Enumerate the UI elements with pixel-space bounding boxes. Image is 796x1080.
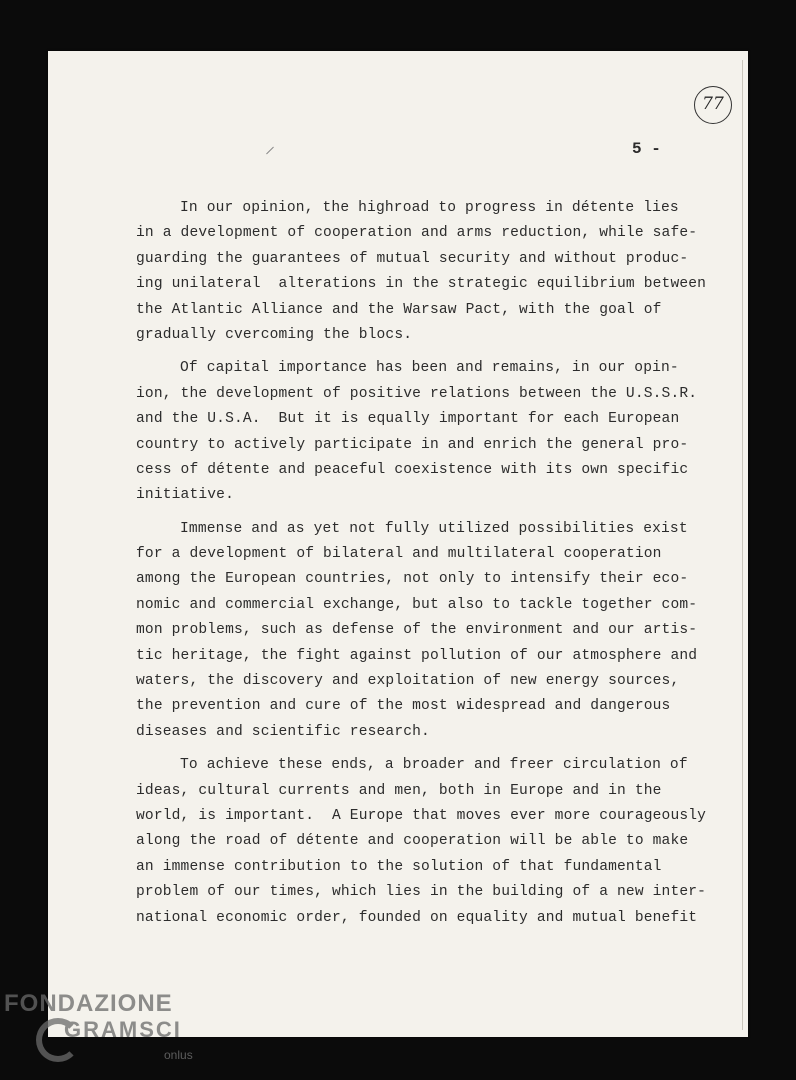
text-line: diseases and scientific research. [136,723,430,740]
typed-body-text [136,196,716,939]
paragraph-4 [136,753,716,931]
text-line: problem of our times, which lies in the building of a new inter- [136,884,707,901]
text-line: mon problems, such as defense of the environment and our artis- [136,622,698,639]
text-line: country to actively participate in and enrich the general pro- [136,436,689,453]
text-line: along the road of détente and cooperation will be able to make [136,833,689,850]
watermark-suffix: onlus [164,1048,193,1062]
text-line: among the European countries, not only to intensify their eco- [136,571,689,588]
text-line: the prevention and cure of the most widespread and dangerous [136,698,671,715]
text-line: the Atlantic Alliance and the Warsaw Pact, with the goal of [136,301,662,318]
text-line: In our opinion, the highroad to progress in détente lies [180,200,679,216]
text-line: nomic and commercial exchange, but also to tackle together com- [136,596,698,613]
watermark-line-1: FONDAZIONE [4,990,173,1017]
text-line: an immense contribution to the solution of that fundamental [136,858,662,875]
text-line: initiative. [136,487,234,504]
text-line: guarding the guarantees of mutual security and without produc- [136,250,689,267]
watermark-logo-icon [36,1018,80,1062]
fondazione-gramsci-watermark [4,990,193,1062]
text-line: gradually cvercoming the blocs. [136,326,413,343]
text-line: world, is important. A Europe that moves ever more courageously [136,807,707,824]
page-number: 5 - [632,140,661,158]
text-line: Of capital importance has been and remains, in our opin- [180,360,679,377]
text-line: tic heritage, the fight against pollution of our atmosphere and [136,647,698,664]
text-line: national economic order, founded on equality and mutual benefit [136,909,698,926]
text-line: waters, the discovery and exploitation of new energy sources, [136,673,680,690]
text-line: To achieve these ends, a broader and freer circulation of [180,757,688,774]
text-line: ing unilateral alterations in the strategic equilibrium between [136,276,707,293]
paragraph-2 [136,356,716,508]
paragraph-1 [136,196,716,348]
text-line: in a development of cooperation and arms reduction, while safe- [136,225,698,242]
text-line: Immense and as yet not fully utilized possibilities exist [180,520,688,537]
archive-number-stamp: 77 [694,86,732,124]
paragraph-3 [136,517,716,746]
text-line: ion, the development of positive relations between the U.S.S.R. [136,385,698,402]
page-edge-shadow [742,60,743,1030]
text-line: and the U.S.A. But it is equally important for each European [136,411,680,428]
text-line: ideas, cultural currents and men, both in Europe and in the [136,782,662,799]
text-line: cess of détente and peaceful coexistence with its own specific [136,461,689,478]
watermark-line-2: GRAMSCI [64,1017,182,1042]
text-line: for a development of bilateral and multilateral cooperation [136,546,662,563]
